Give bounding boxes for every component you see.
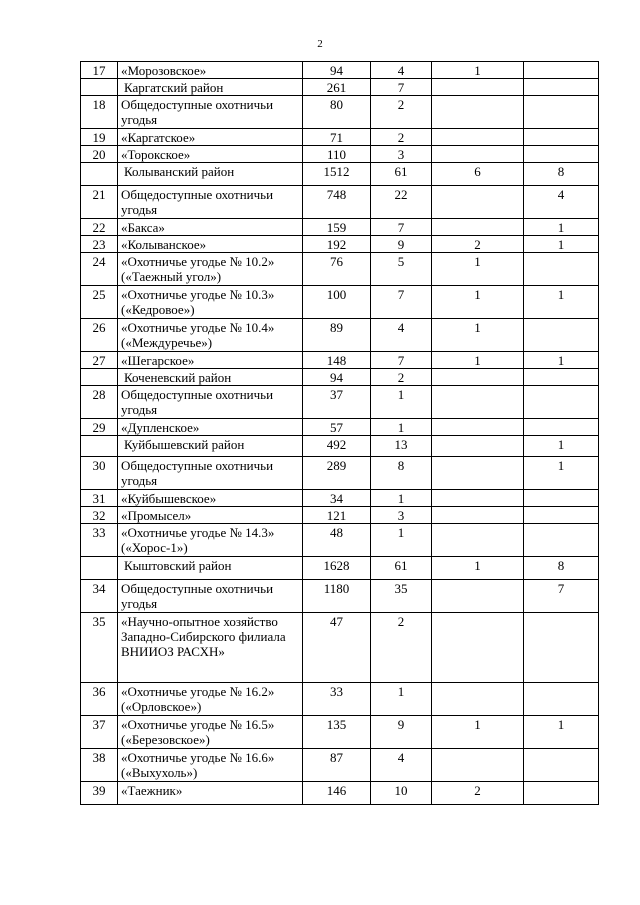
cell-v1: 110	[303, 146, 371, 163]
cell-v2: 13	[371, 436, 432, 457]
cell-num: 22	[81, 219, 118, 236]
cell-v1: 37	[303, 386, 371, 419]
cell-v3	[432, 749, 524, 782]
table-row	[81, 457, 599, 490]
table-row	[81, 319, 599, 352]
table-row	[81, 386, 599, 419]
table-row	[81, 253, 599, 286]
cell-name: Общедоступные охотничьи угодья	[118, 96, 303, 129]
district-row	[81, 79, 599, 96]
cell-v3	[432, 186, 524, 219]
table-row	[81, 613, 599, 683]
cell-name: «Таежник»	[118, 782, 303, 805]
district-row	[81, 436, 599, 457]
cell-v1: 492	[303, 436, 371, 457]
district-row	[81, 557, 599, 580]
cell-v2: 61	[371, 163, 432, 186]
cell-v4	[524, 319, 599, 352]
cell-v3: 1	[432, 62, 524, 79]
cell-v2: 1	[371, 490, 432, 507]
cell-name: «Торокское»	[118, 146, 303, 163]
cell-v3	[432, 129, 524, 146]
cell-name: Коченевский район	[118, 369, 303, 386]
cell-v4	[524, 749, 599, 782]
district-row	[81, 163, 599, 186]
cell-v3	[432, 613, 524, 683]
cell-v2: 35	[371, 580, 432, 613]
cell-v2: 7	[371, 219, 432, 236]
cell-name: Каргатский район	[118, 79, 303, 96]
cell-v1: 48	[303, 524, 371, 557]
cell-v2: 8	[371, 457, 432, 490]
cell-v4	[524, 96, 599, 129]
cell-num: 19	[81, 129, 118, 146]
cell-v3	[432, 490, 524, 507]
cell-v1: 192	[303, 236, 371, 253]
cell-v1: 94	[303, 62, 371, 79]
cell-v4: 1	[524, 352, 599, 369]
cell-name: «Охотничье угодье № 16.2» («Орловское»)	[118, 683, 303, 716]
table-row	[81, 580, 599, 613]
cell-name: «Охотничье угодье № 16.5» («Березовское»)	[118, 716, 303, 749]
cell-v3	[432, 524, 524, 557]
cell-name: Общедоступные охотничьи угодья	[118, 386, 303, 419]
table-row	[81, 146, 599, 163]
table-row	[81, 507, 599, 524]
cell-num: 21	[81, 186, 118, 219]
cell-v4: 8	[524, 557, 599, 580]
cell-v2: 2	[371, 129, 432, 146]
cell-name: Общедоступные охотничьи угодья	[118, 580, 303, 613]
cell-v3: 2	[432, 782, 524, 805]
cell-num: 30	[81, 457, 118, 490]
cell-name: «Куйбышевское»	[118, 490, 303, 507]
cell-v3	[432, 683, 524, 716]
cell-v1: 289	[303, 457, 371, 490]
cell-v1: 80	[303, 96, 371, 129]
cell-v3	[432, 219, 524, 236]
table-row	[81, 129, 599, 146]
cell-v4: 1	[524, 219, 599, 236]
cell-num: 17	[81, 62, 118, 79]
cell-v1: 94	[303, 369, 371, 386]
cell-num: 35	[81, 613, 118, 683]
cell-v4	[524, 419, 599, 436]
cell-v4	[524, 490, 599, 507]
table-row	[81, 352, 599, 369]
cell-v3: 1	[432, 352, 524, 369]
cell-name: «Охотничье угодье № 10.4» («Междуречье»)	[118, 319, 303, 352]
cell-v3	[432, 369, 524, 386]
cell-name: «Шегарское»	[118, 352, 303, 369]
cell-v3: 1	[432, 716, 524, 749]
table-row	[81, 62, 599, 79]
cell-v3	[432, 419, 524, 436]
cell-v2: 9	[371, 716, 432, 749]
cell-v3: 1	[432, 253, 524, 286]
cell-v2: 2	[371, 369, 432, 386]
cell-num	[81, 79, 118, 96]
cell-v1: 76	[303, 253, 371, 286]
cell-name: «Охотничье угодье № 16.6» («Выхухоль»)	[118, 749, 303, 782]
cell-num: 18	[81, 96, 118, 129]
cell-num: 24	[81, 253, 118, 286]
cell-v1: 159	[303, 219, 371, 236]
table-row	[81, 219, 599, 236]
cell-v2: 2	[371, 96, 432, 129]
cell-v2: 5	[371, 253, 432, 286]
cell-name: «Колыванское»	[118, 236, 303, 253]
cell-v1: 34	[303, 490, 371, 507]
cell-v4: 1	[524, 436, 599, 457]
cell-name: Общедоступные охотничьи угодья	[118, 186, 303, 219]
cell-name: «Научно-опытное хозяйство Западно-Сибирского филиала ВНИИОЗ РАСХН»	[118, 613, 303, 683]
cell-v2: 4	[371, 749, 432, 782]
cell-v1: 146	[303, 782, 371, 805]
table-row	[81, 782, 599, 805]
cell-v2: 22	[371, 186, 432, 219]
cell-num: 23	[81, 236, 118, 253]
cell-v3	[432, 96, 524, 129]
cell-v3	[432, 146, 524, 163]
cell-v4	[524, 683, 599, 716]
table-row	[81, 419, 599, 436]
cell-v3	[432, 580, 524, 613]
cell-name: «Охотничье угодье № 10.2» («Таежный угол»)	[118, 253, 303, 286]
cell-name: «Охотничье угодье № 10.3» («Кедровое»)	[118, 286, 303, 319]
cell-v4	[524, 507, 599, 524]
table-row	[81, 490, 599, 507]
cell-v2: 1	[371, 683, 432, 716]
cell-v4: 8	[524, 163, 599, 186]
cell-v1: 1512	[303, 163, 371, 186]
cell-num: 36	[81, 683, 118, 716]
cell-name: «Дупленское»	[118, 419, 303, 436]
cell-num: 28	[81, 386, 118, 419]
cell-v2: 1	[371, 419, 432, 436]
cell-v4	[524, 129, 599, 146]
cell-v3	[432, 386, 524, 419]
cell-v4: 1	[524, 286, 599, 319]
cell-v2: 2	[371, 613, 432, 683]
cell-v1: 47	[303, 613, 371, 683]
cell-v1: 135	[303, 716, 371, 749]
table-body	[81, 62, 599, 805]
cell-v2: 4	[371, 62, 432, 79]
cell-num	[81, 369, 118, 386]
cell-v2: 3	[371, 146, 432, 163]
cell-v1: 33	[303, 683, 371, 716]
cell-num: 31	[81, 490, 118, 507]
cell-num: 37	[81, 716, 118, 749]
cell-name: «Бакса»	[118, 219, 303, 236]
cell-v4	[524, 146, 599, 163]
cell-v2: 7	[371, 352, 432, 369]
cell-v3	[432, 436, 524, 457]
cell-v4	[524, 782, 599, 805]
table-row	[81, 186, 599, 219]
cell-v2: 4	[371, 319, 432, 352]
cell-v1: 87	[303, 749, 371, 782]
cell-name: «Охотничье угодье № 14.3» («Хорос-1»)	[118, 524, 303, 557]
cell-v3	[432, 457, 524, 490]
cell-num: 34	[81, 580, 118, 613]
cell-v2: 1	[371, 386, 432, 419]
table-row	[81, 524, 599, 557]
cell-v3	[432, 79, 524, 96]
cell-v2: 10	[371, 782, 432, 805]
cell-v4	[524, 79, 599, 96]
cell-v3: 1	[432, 319, 524, 352]
cell-v1: 57	[303, 419, 371, 436]
cell-num	[81, 436, 118, 457]
cell-name: Общедоступные охотничьи угодья	[118, 457, 303, 490]
cell-v3	[432, 507, 524, 524]
cell-num: 38	[81, 749, 118, 782]
page-number: 2	[317, 38, 323, 50]
cell-v3: 6	[432, 163, 524, 186]
cell-v3: 1	[432, 557, 524, 580]
table-row	[81, 286, 599, 319]
cell-v4	[524, 613, 599, 683]
table-row	[81, 716, 599, 749]
cell-v4: 1	[524, 236, 599, 253]
cell-v2: 9	[371, 236, 432, 253]
cell-v4: 7	[524, 580, 599, 613]
cell-v2: 1	[371, 524, 432, 557]
cell-v4: 4	[524, 186, 599, 219]
cell-v1: 121	[303, 507, 371, 524]
cell-name: «Промысел»	[118, 507, 303, 524]
hunting-grounds-table	[80, 61, 599, 805]
cell-v3: 1	[432, 286, 524, 319]
table-row	[81, 236, 599, 253]
cell-num: 32	[81, 507, 118, 524]
cell-v1: 1180	[303, 580, 371, 613]
cell-num	[81, 163, 118, 186]
cell-v4	[524, 386, 599, 419]
cell-num: 26	[81, 319, 118, 352]
cell-num: 39	[81, 782, 118, 805]
table-row	[81, 683, 599, 716]
cell-v2: 3	[371, 507, 432, 524]
district-row	[81, 369, 599, 386]
cell-v4	[524, 62, 599, 79]
cell-num: 29	[81, 419, 118, 436]
cell-name: Кыштовский район	[118, 557, 303, 580]
table-row	[81, 96, 599, 129]
cell-num: 33	[81, 524, 118, 557]
cell-v1: 1628	[303, 557, 371, 580]
cell-v4	[524, 253, 599, 286]
cell-v1: 71	[303, 129, 371, 146]
cell-v1: 261	[303, 79, 371, 96]
cell-name: Колыванский район	[118, 163, 303, 186]
cell-v4: 1	[524, 716, 599, 749]
cell-num: 25	[81, 286, 118, 319]
cell-v2: 7	[371, 79, 432, 96]
cell-v4	[524, 369, 599, 386]
cell-v1: 100	[303, 286, 371, 319]
cell-v3: 2	[432, 236, 524, 253]
cell-num: 20	[81, 146, 118, 163]
cell-v4: 1	[524, 457, 599, 490]
cell-num	[81, 557, 118, 580]
cell-name: «Каргатское»	[118, 129, 303, 146]
cell-name: «Морозовское»	[118, 62, 303, 79]
cell-v1: 89	[303, 319, 371, 352]
cell-num: 27	[81, 352, 118, 369]
cell-v2: 7	[371, 286, 432, 319]
cell-v2: 61	[371, 557, 432, 580]
cell-v1: 148	[303, 352, 371, 369]
cell-v4	[524, 524, 599, 557]
cell-v1: 748	[303, 186, 371, 219]
cell-name: Куйбышевский район	[118, 436, 303, 457]
table-row	[81, 749, 599, 782]
